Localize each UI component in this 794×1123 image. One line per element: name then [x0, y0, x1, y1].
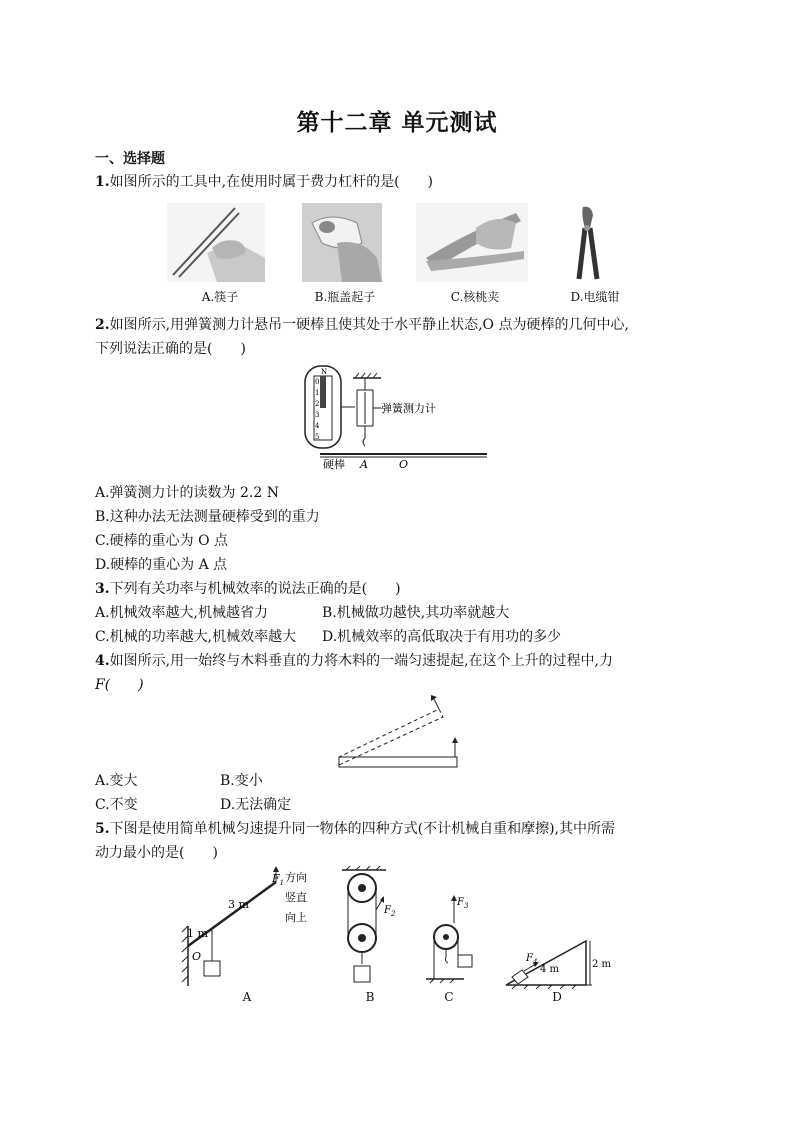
force-label: $F_2$ [384, 905, 396, 918]
spring-scale-figure [295, 362, 495, 472]
height-label: 2 m [592, 959, 612, 970]
question-text: 下列有关功率与机械效率的说法正确的是( ) [109, 581, 401, 597]
scale-pointer [320, 376, 326, 408]
question-2-line2: 下列说法正确的是( ) [95, 341, 246, 357]
q4-option-c: C.不变 [95, 797, 138, 813]
svg-text:2: 2 [315, 400, 320, 408]
cable-cutter-image [563, 203, 613, 282]
caption-c: C.核桃夹 [450, 290, 500, 304]
question-1 [95, 172, 433, 192]
rod-label: 硬棒 [323, 458, 345, 471]
question-2-line1 [95, 315, 629, 335]
q2-option-c: C.硬棒的重心为 O 点 [95, 533, 229, 549]
point-o-label: O [399, 458, 409, 471]
nutcracker-image [416, 203, 528, 282]
figure-b-caption: B [365, 990, 375, 1004]
question-3 [95, 579, 401, 599]
q3-option-b: B.机械做功越快,其功率就越大 [322, 605, 510, 621]
svg-text:1: 1 [315, 389, 320, 397]
q4-option-d: D.无法确定 [220, 797, 292, 813]
plank [339, 757, 457, 767]
q4-option-a: A.变大 [95, 773, 138, 789]
figure-d-incline [502, 935, 622, 990]
q2-option-b: B.这种办法无法测量硬棒受到的重力 [95, 509, 320, 525]
chopsticks-image [167, 203, 265, 282]
svg-text:4: 4 [315, 422, 320, 430]
q3-option-d: D.机械效率的高低取决于有用功的多少 [322, 629, 562, 645]
question-number: 3. [95, 581, 110, 597]
lever-plank-figure [335, 693, 465, 771]
figure-a-lever [178, 866, 318, 1006]
caption-d: D.电缆钳 [570, 290, 620, 304]
force-label: $F_1$ [272, 872, 285, 887]
q3-option-c: C.机械的功率越大,机械效率越大 [95, 629, 297, 645]
q4-option-b: B.变小 [220, 773, 263, 789]
length-3m-label: 3 m [228, 898, 249, 911]
direction-label-1: 方向 [285, 871, 307, 884]
point-a-label: A [360, 458, 368, 471]
spring-scale-label: 弹簧测力计 [381, 402, 436, 415]
question-text: 下图是使用简单机械匀速提升同一物体的四种方式(不计机械自重和摩擦),其中所需 [109, 821, 615, 837]
caption-b: B.瓶盖起子 [314, 290, 376, 304]
question-number: 4. [95, 653, 110, 669]
length-1m-label: 1 m [187, 927, 208, 940]
q3-option-a: A.机械效率越大,机械越省力 [95, 605, 269, 621]
question-4-line2: F( ) [95, 677, 144, 693]
figure-a-caption: A [242, 990, 252, 1004]
question-number: 2. [95, 317, 110, 333]
question-5-line2: 动力最小的是( ) [95, 845, 218, 861]
slope-length-label: 4 m [540, 964, 560, 975]
pivot-label: O [192, 950, 202, 963]
force-label: $F_3$ [457, 897, 469, 910]
q2-option-d: D.硬棒的重心为 A 点 [95, 557, 228, 573]
section-heading: 一、选择题 [95, 151, 165, 167]
direction-label-2: 竖直 [285, 891, 307, 904]
figure-c-single-pulley [424, 893, 484, 989]
bottle-opener-image [302, 203, 382, 282]
direction-label-3: 向上 [285, 911, 307, 924]
figure-b-pulley-block [338, 866, 408, 988]
question-text: 如图所示的工具中,在使用时属于费力杠杆的是( ) [109, 174, 433, 190]
question-text: 如图所示,用一始终与木料垂直的力将木料的一端匀速提起,在这个上升的过程中,力 [109, 653, 613, 669]
question-number: 1. [95, 174, 110, 190]
question-text: 如图所示,用弹簧测力计悬吊一硬棒且使其处于水平静止状态,O 点为硬棒的几何中心, [109, 317, 629, 333]
svg-text:5: 5 [315, 433, 320, 441]
svg-text:0: 0 [315, 378, 320, 386]
q2-option-a: A.弹簧测力计的读数为 2.2 N [95, 485, 279, 501]
page-title: 第十二章 单元测试 [296, 109, 498, 136]
svg-text:3: 3 [315, 411, 320, 419]
question-4-line1 [95, 651, 613, 671]
load-block [204, 961, 220, 976]
question-number: 5. [95, 821, 110, 837]
caption-a: A.筷子 [201, 290, 239, 304]
figure-c-caption: C [444, 990, 454, 1004]
question-5-line1 [95, 819, 615, 839]
svg-text:N: N [321, 368, 328, 376]
force-label: $F_4$ [526, 953, 538, 966]
figure-d-caption: D [552, 990, 562, 1004]
